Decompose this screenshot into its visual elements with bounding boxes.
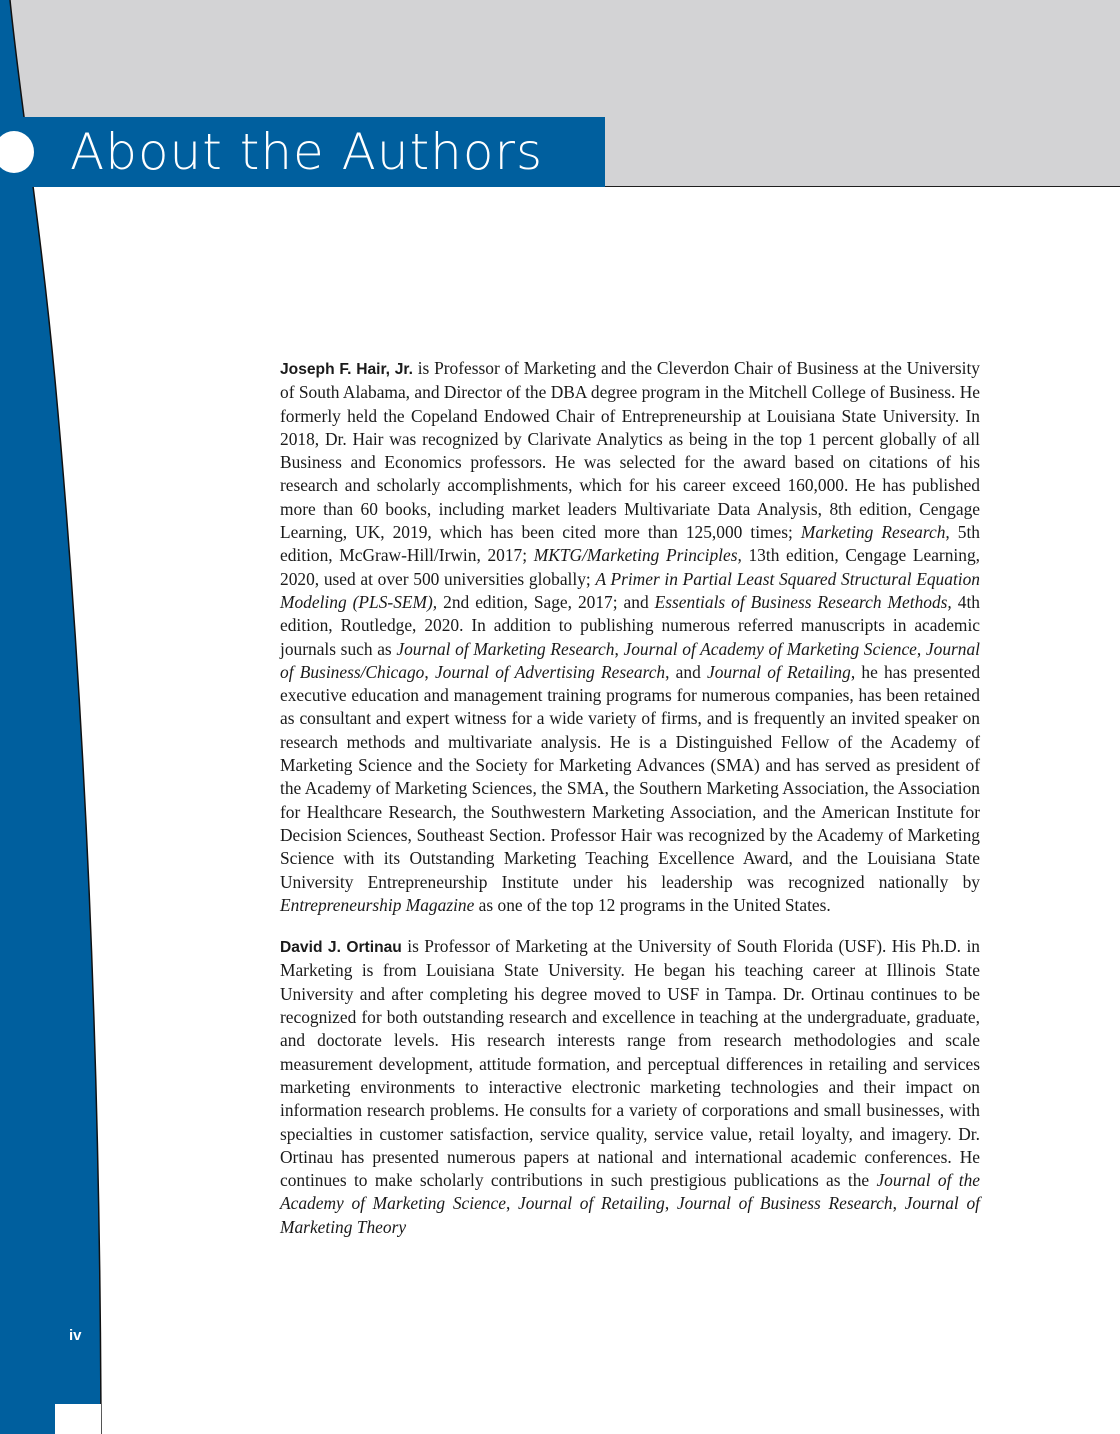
side-decoration bbox=[0, 0, 110, 1434]
publication-title: Journal of Business Research bbox=[676, 1193, 893, 1214]
bio-text: 5th edition, McGraw-Hill/Irwin, 2017; bbox=[280, 522, 981, 566]
publication-title: Journal of Business/Chicago bbox=[280, 638, 981, 682]
author-bio-text bbox=[280, 358, 980, 915]
publication-title: Entrepreneurship Magazine bbox=[280, 894, 475, 915]
author-name: Joseph F. Hair, Jr. bbox=[280, 361, 413, 378]
publication-title: Marketing Research, bbox=[800, 522, 950, 543]
side-curve-shape bbox=[0, 0, 101, 1434]
author-bio bbox=[280, 357, 980, 917]
bio-text: , and bbox=[665, 661, 707, 682]
bio-text: is Professor of Marketing at the University of South Florida (USF). His Ph.D. in Marketing is from Louisiana State University. He began his teaching career at Illinois State University and after completing his degree moved to USF in Tampa. Dr. Ortinau continues to be recognized for both outstanding research and excellence in teaching at the undergraduate, graduate, and doctorate levels. His research interests range from research methodologies and scale measurement development, attitude formation, and perceptual differences in retailing and services marketing environments to interactive electronic marketing technologies and their impact on information research problems. He consults for a variety of corporations and small businesses, with specialties in customer satisfaction, service quality, service value, retail loyalty, and imagery. Dr. Ortinau has presented numerous papers at national and international academic conferences. He continues to make scholarly contributions in such prestigious publications as the bbox=[280, 936, 980, 1191]
page-title: About the Authors bbox=[70, 123, 544, 181]
bio-text: is Professor of Marketing and the Cleverdon Chair of Business at the University of South Alabama, and Director of the DBA degree program in the Mitchell College of Business. He formerly held the Copeland Endowed Chair of Entrepreneurship at Louisiana State University. In 2018, Dr. Hair was recognized by Clarivate Analytics as being in the top 1 percent globally of all Business and Economics professors. He was selected for the award based on citations of his research and scholarly accomplishments, which for his career exceed 160,000. He has published more than 60 books, including market leaders Multivariate Data Analysis, 8th edition, Cengage Learning, UK, 2019, which has been cited more than 125,000 times; bbox=[280, 358, 980, 543]
footer-tab bbox=[55, 1404, 101, 1434]
publication-title: Journal of Advertising Research bbox=[434, 661, 666, 682]
publication-title: Journal of Marketing Theory bbox=[280, 1193, 980, 1237]
bio-text: 2nd edition, Sage, 2017; and bbox=[437, 591, 655, 612]
bio-text: , bbox=[916, 638, 926, 659]
publication-title: Journal of Marketing Research bbox=[396, 638, 615, 659]
bio-text: , bbox=[614, 638, 624, 659]
bio-text: as one of the top 12 programs in the United States. bbox=[474, 894, 831, 915]
publication-title: Journal of Academy of Marketing Science bbox=[623, 638, 917, 659]
author-bio-text bbox=[280, 936, 980, 1237]
page-number: iv bbox=[69, 1327, 82, 1344]
author-bio bbox=[280, 935, 980, 1239]
publication-title: Journal of Retailing bbox=[707, 661, 851, 682]
bio-text: 4th edition, Routledge, 2020. In addition to publishing numerous referred manuscripts in academic journals such as bbox=[280, 591, 980, 659]
publication-title: Essentials of Business Research Methods, bbox=[654, 591, 952, 612]
publication-title: A Primer in Partial Least Squared Structural Equation Modeling (PLS-SEM), bbox=[280, 568, 980, 612]
publication-title: Journal of Retailing bbox=[518, 1193, 665, 1214]
author-name: David J. Ortinau bbox=[280, 939, 402, 957]
publication-title: Journal of the Academy of Marketing Science bbox=[280, 1170, 980, 1214]
bio-text: , he has presented executive education and management training programs for numerous companies, has been retained as consultant and expert witness for a wide variety of firms, and is frequently an invited speaker on research methods and multivariate analysis. He is a Distinguished Fellow of the Academy of Marketing Science and the Society for Marketing Advances (SMA) and has served as president of the Academy of Marketing Sciences, the SMA, the Southern Marketing Association, the Association for Healthcare Research, the Southwestern Marketing Association, and the American Institute for Decision Sciences, Southeast Section. Professor Hair was recognized by the Academy of Marketing Science with its Outstanding Marketing Teaching Excellence Award, and the Louisiana State University Entrepreneurship Institute under his leadership was recognized nationally by bbox=[280, 661, 981, 892]
publication-title: MKTG/Marketing Principles, bbox=[533, 545, 742, 566]
author-bios bbox=[280, 357, 980, 1257]
bio-text: , bbox=[664, 1193, 677, 1214]
bio-text: , bbox=[424, 661, 435, 682]
bio-text: 13th edition, Cengage Learning, 2020, used at over 500 universities globally; bbox=[280, 545, 980, 589]
bio-text: , bbox=[505, 1193, 518, 1214]
bio-text: , bbox=[892, 1193, 905, 1214]
